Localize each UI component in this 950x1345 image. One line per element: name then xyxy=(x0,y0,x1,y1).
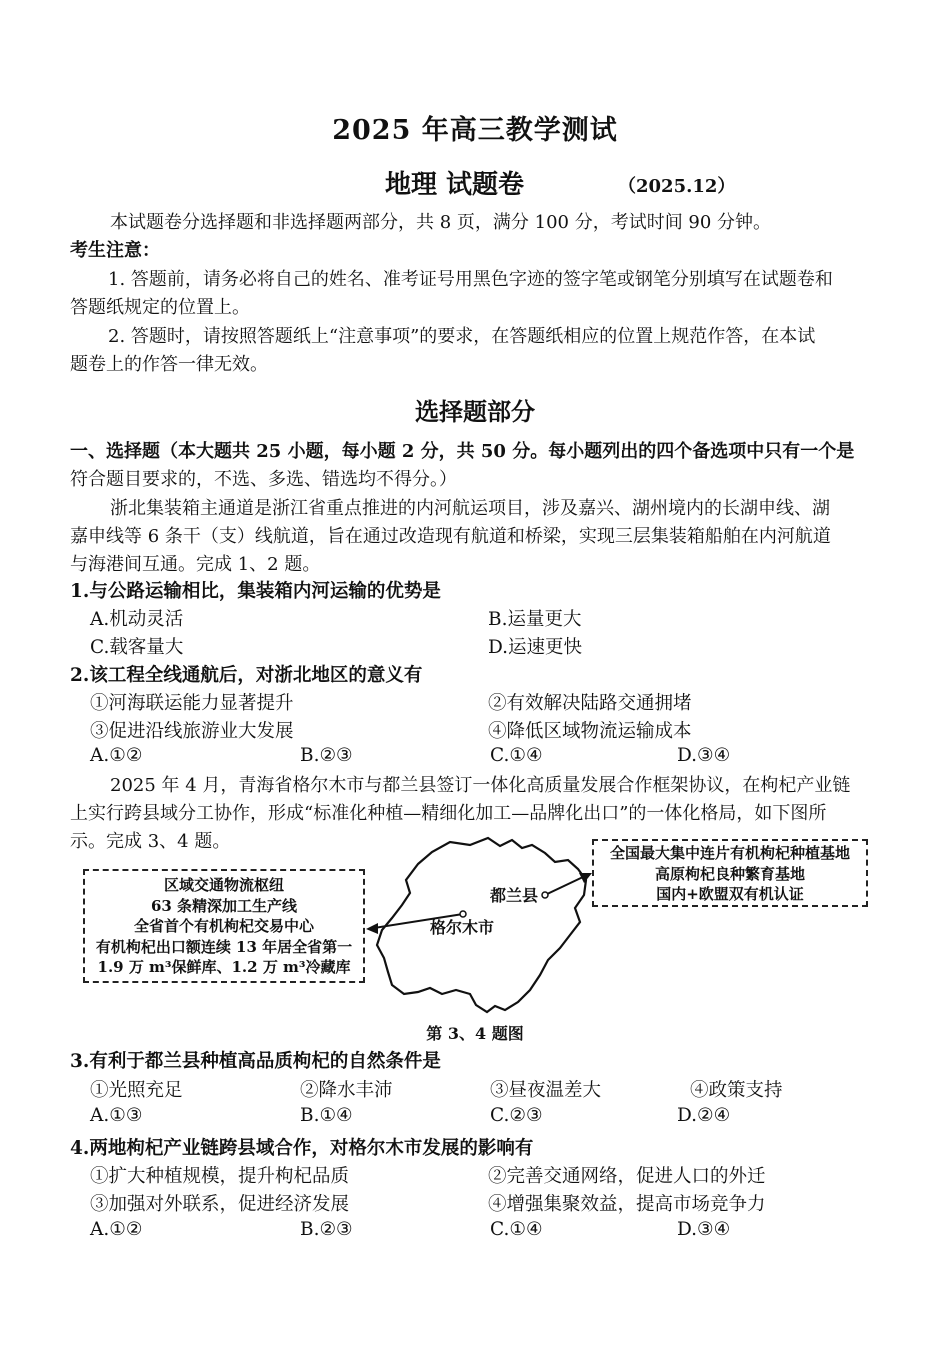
dulan-info-line-3: 国内+欧盟双有机认证 xyxy=(656,885,804,903)
question-1-option-b[interactable]: B.运量更大 xyxy=(488,609,582,630)
dulan-info-line-2: 高原枸杞良种繁育基地 xyxy=(654,864,805,883)
golmud-info-line-1: 区域交通物流枢纽 xyxy=(163,876,284,894)
question-2-option-d[interactable]: D.③④ xyxy=(677,745,731,766)
question-1-option-a[interactable]: A.机动灵活 xyxy=(90,609,184,630)
passage-1-line-3: 与海港间互通。完成 1、2 题。 xyxy=(70,554,321,575)
note-1-line-1: 1. 答题前，请务必将自己的姓名、准考证号用黑色字迹的签字笔或钢笔分别填写在试题卷和 xyxy=(108,269,833,290)
question-3-item-3: ③昼夜温差大 xyxy=(490,1080,602,1101)
dulan-info-line-1: 全国最大集中连片有机枸杞种植基地 xyxy=(609,844,850,862)
question-1-option-d[interactable]: D.运速更快 xyxy=(488,637,583,658)
subtitle-row xyxy=(0,164,950,198)
question-2-option-b[interactable]: B.②③ xyxy=(300,745,353,766)
golmud-info-line-4: 有机枸杞出口额连续 13 年居全省第一 xyxy=(95,937,353,956)
arrow-to-right-box-line xyxy=(545,877,583,895)
question-4-item-4: ④增强集聚效益，提高市场竞争力 xyxy=(488,1194,766,1215)
question-4-item-2: ②完善交通网络，促进人口的外迁 xyxy=(488,1166,766,1187)
figure-caption: 第 3、4 题图 xyxy=(426,1024,524,1043)
exam-date: （2025.12） xyxy=(618,176,736,197)
dulan-info-box xyxy=(592,839,868,907)
question-4-option-d[interactable]: D.③④ xyxy=(677,1219,731,1240)
golmud-info-line-2: 63 条精深加工生产线 xyxy=(150,896,298,915)
question-4-option-c[interactable]: C.①④ xyxy=(490,1219,543,1240)
passage-2-line-3: 示。完成 3、4 题。 xyxy=(70,831,231,852)
passage-1-line-1: 浙北集装箱主通道是浙江省重点推进的内河航运项目，涉及嘉兴、湖州境内的长湖申线、湖 xyxy=(110,498,830,519)
label-dulan: 都兰县 xyxy=(490,886,539,905)
question-4-stem: 4.两地枸杞产业链跨县域合作，对格尔木市发展的影响有 xyxy=(70,1138,534,1159)
subject-title: 地理 试题卷 xyxy=(385,170,525,200)
notice-heading: 考生注意： xyxy=(70,240,160,261)
golmud-info-line-5: 1.9 万 m³保鲜库、1.2 万 m³冷藏库 xyxy=(97,958,351,976)
section-instruction-line-1: 一、选择题（本大题共 25 小题，每小题 2 分，共 50 分。每小题列出的四个备选项中只有一个是 xyxy=(70,441,855,462)
question-4-item-1: ①扩大种植规模，提升枸杞品质 xyxy=(90,1166,350,1187)
question-2-item-3: ③促进沿线旅游业大发展 xyxy=(90,721,294,742)
question-1-option-c[interactable]: C.载客量大 xyxy=(90,637,184,658)
question-2-option-a[interactable]: A.①② xyxy=(90,745,143,766)
question-2-item-4: ④降低区域物流运输成本 xyxy=(488,721,692,742)
question-4-option-b[interactable]: B.②③ xyxy=(300,1219,353,1240)
golmud-info-line-3: 全省首个有机枸杞交易中心 xyxy=(133,917,314,935)
question-3-option-c[interactable]: C.②③ xyxy=(490,1105,543,1126)
question-3-stem: 3.有利于都兰县种植高品质枸杞的自然条件是 xyxy=(70,1051,441,1072)
question-4-option-a[interactable]: A.①② xyxy=(90,1219,143,1240)
note-1-line-2: 答题纸规定的位置上。 xyxy=(70,297,250,318)
golmud-dot xyxy=(460,911,466,917)
question-2-option-c[interactable]: C.①④ xyxy=(490,745,543,766)
question-2-stem: 2.该工程全线通航后，对浙北地区的意义有 xyxy=(70,665,423,686)
passage-2-line-2: 上实行跨县域分工协作，形成“标准化种植—精细化加工—品牌化出口”的一体化格局，如下图所 xyxy=(70,803,827,824)
note-2-line-1: 2. 答题时，请按照答题纸上“注意事项”的要求，在答题纸相应的位置上规范作答，在本试 xyxy=(108,326,816,347)
question-3-item-4: ④政策支持 xyxy=(690,1080,783,1101)
question-4-item-3: ③加强对外联系，促进经济发展 xyxy=(90,1194,350,1215)
arrow-to-left-box-head xyxy=(366,923,378,934)
golmud-info-box xyxy=(83,869,365,983)
question-3-option-b[interactable]: B.①④ xyxy=(300,1105,353,1126)
question-3-item-1: ①光照充足 xyxy=(90,1080,183,1101)
question-3-option-a[interactable]: A.①③ xyxy=(90,1105,143,1126)
section-title: 选择题部分 xyxy=(415,397,535,426)
section-instruction-line-2: 符合题目要求的，不选、多选、错选均不得分。） xyxy=(70,469,457,490)
passage-1-line-2: 嘉申线等 6 条干（支）线航道，旨在通过改造现有航道和桥梁，实现三层集装箱船舶在内河航道 xyxy=(70,526,831,547)
question-2-item-2: ②有效解决陆路交通拥堵 xyxy=(488,693,692,714)
question-2-item-1: ①河海联运能力显著提升 xyxy=(90,693,294,714)
dulan-dot xyxy=(542,892,548,898)
exam-title: 2025 年高三教学测试 xyxy=(332,115,618,146)
question-3-item-2: ②降水丰沛 xyxy=(300,1080,393,1101)
label-golmud: 格尔木市 xyxy=(430,918,495,937)
question-3-option-d[interactable]: D.②④ xyxy=(677,1105,731,1126)
question-1-stem: 1.与公路运输相比，集装箱内河运输的优势是 xyxy=(70,581,441,602)
passage-2-line-1: 2025 年 4 月，青海省格尔木市与都兰县签订一体化高质量发展合作框架协议，在枸杞产业链 xyxy=(110,775,851,796)
exam-summary: 本试题卷分选择题和非选择题两部分，共 8 页，满分 100 分，考试时间 90 分钟。 xyxy=(110,212,772,233)
note-2-line-2: 题卷上的作答一律无效。 xyxy=(70,354,268,375)
